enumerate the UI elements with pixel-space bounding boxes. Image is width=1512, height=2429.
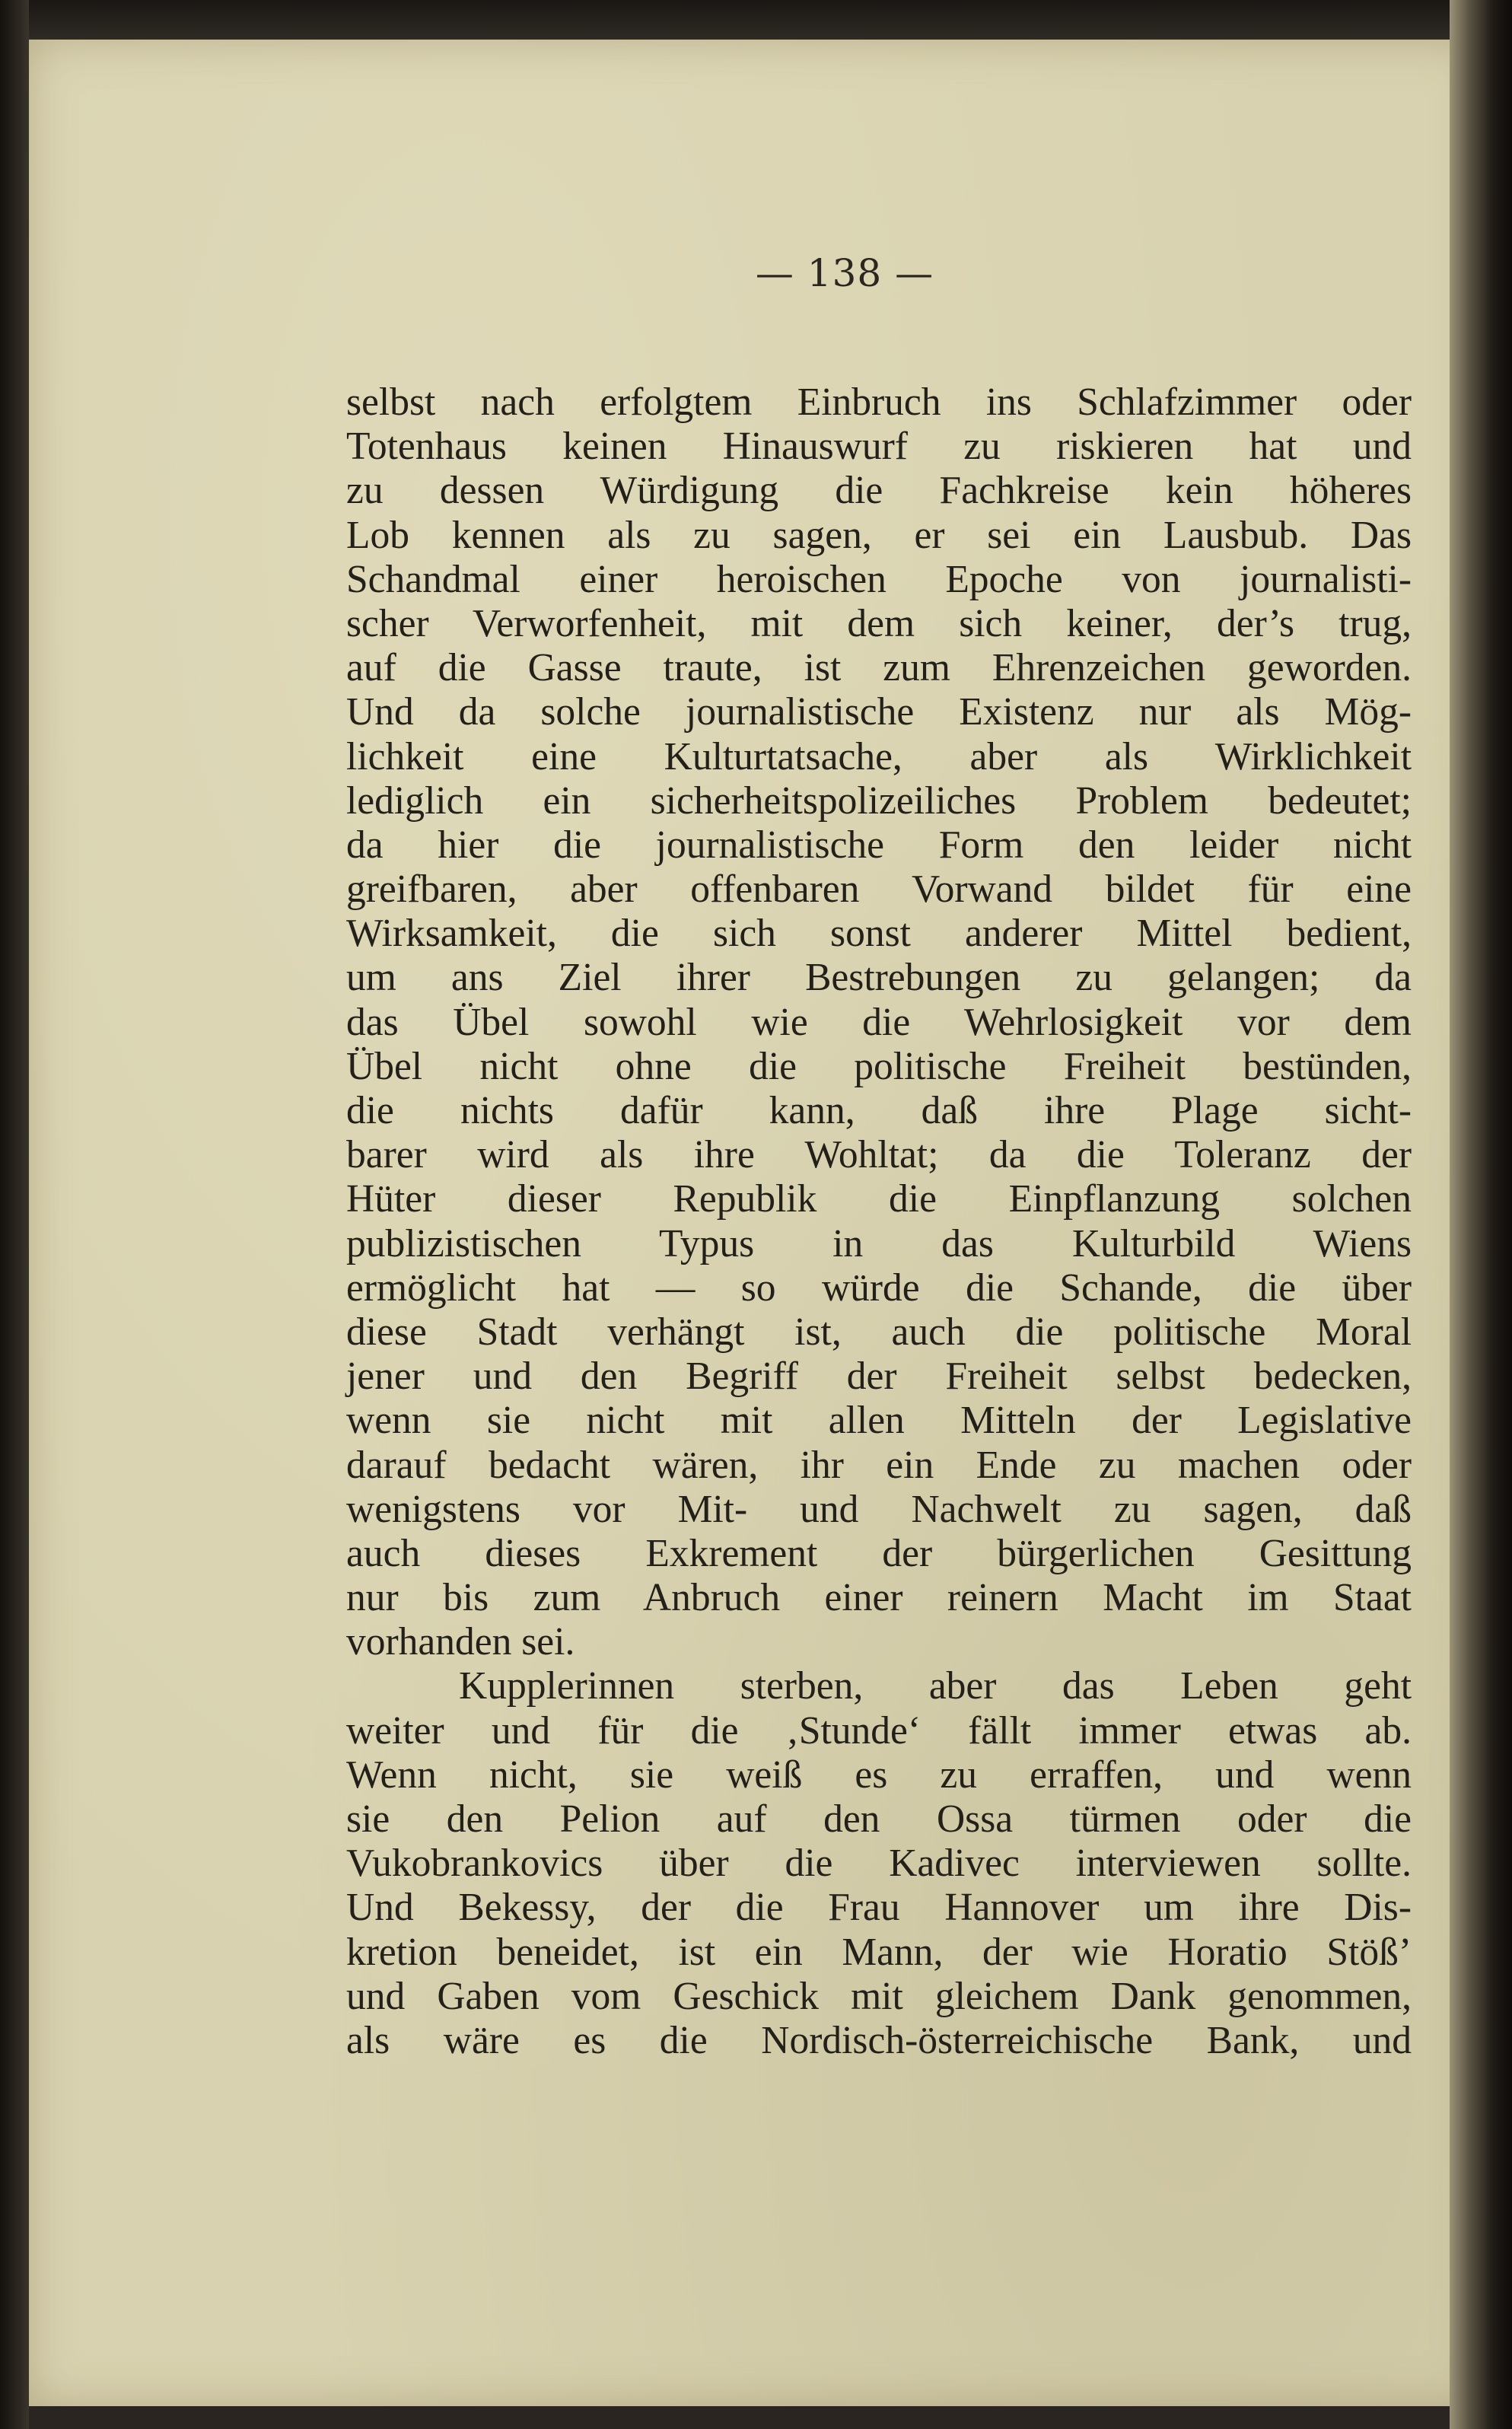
paragraph-end-line: vorhanden sei. (346, 1620, 575, 1664)
text-line: auf die Gasse traute, ist zum Ehrenzeichen geworden. (346, 646, 1412, 690)
paragraph-start-line: Kupplerinnen sterben, aber das Leben geht (459, 1664, 1412, 1708)
text-line: und Gaben vom Geschick mit gleichem Dank genommen, (346, 1974, 1412, 2018)
text-line: Hüter dieser Republik die Einpflanzung solchen (346, 1177, 1412, 1221)
book-spine-edge (1450, 0, 1512, 2429)
text-line: da hier die journalistische Form den leider nicht (346, 823, 1412, 867)
text-line: kretion beneidet, ist ein Mann, der wie Horatio Stöß’ (346, 1930, 1412, 1974)
text-line: darauf bedacht wären, ihr ein Ende zu machen oder (346, 1443, 1412, 1487)
scan-border-left (0, 0, 29, 2429)
text-line: zu dessen Würdigung die Fachkreise kein höheres (346, 469, 1412, 513)
text-line: scher Verworfenheit, mit dem sich keiner, der’s trug, (346, 601, 1412, 645)
text-line: Vukobrankovics über die Kadivec interviewen sollte. (346, 1842, 1412, 1886)
text-line: Und Bekessy, der die Frau Hannover um ihre Dis- (346, 1886, 1412, 1930)
text-line: diese Stadt verhängt ist, auch die politische Moral (346, 1310, 1412, 1354)
text-line: wenigstens vor Mit- und Nachwelt zu sagen, daß (346, 1487, 1412, 1531)
text-line: publizistischen Typus in das Kulturbild Wiens (346, 1221, 1412, 1265)
text-line: das Übel sowohl wie die Wehrlosigkeit vor dem (346, 1000, 1412, 1044)
text-line: lediglich ein sicherheitspolizeiliches Problem bedeutet; (346, 778, 1412, 823)
text-line: ermöglicht hat — so würde die Schande, die über (346, 1265, 1412, 1310)
text-line: nur bis zum Anbruch einer reinern Macht im Staat (346, 1576, 1412, 1620)
text-line: Totenhaus keinen Hinauswurf zu riskieren hat und (346, 425, 1412, 469)
text-line: wenn sie nicht mit allen Mitteln der Legislative (346, 1399, 1412, 1443)
text-line: die nichts dafür kann, daß ihre Plage sicht- (346, 1089, 1412, 1132)
text-line: Und da solche journalistische Existenz nur als Mög- (346, 690, 1412, 734)
text-line: sie den Pelion auf den Ossa türmen oder die (346, 1797, 1412, 1841)
text-line: Wenn nicht, sie weiß es zu erraffen, und wenn (346, 1753, 1412, 1797)
text-line: weiter und für die ‚Stunde‘ fällt immer etwas ab. (346, 1708, 1412, 1753)
text-line: als wäre es die Nordisch-österreichische Bank, und (346, 2018, 1412, 2062)
page-number: — 138 — (755, 251, 934, 295)
scan-border-top (0, 0, 1512, 40)
text-line: Übel nicht ohne die politische Freiheit bestünden, (346, 1044, 1412, 1088)
text-line: auch dieses Exkrement der bürgerlichen Gesittung (346, 1531, 1412, 1575)
text-line: barer wird als ihre Wohltat; da die Toleranz der (346, 1133, 1412, 1177)
text-line: lichkeit eine Kulturtatsache, aber als Wirklichkeit (346, 734, 1412, 778)
text-line: um ans Ziel ihrer Bestrebungen zu gelangen; da (346, 956, 1412, 1000)
text-line: Schandmal einer heroischen Epoche von journalisti- (346, 557, 1412, 601)
text-line: selbst nach erfolgtem Einbruch ins Schlafzimmer oder (346, 380, 1412, 424)
text-line: Lob kennen als zu sagen, er sei ein Lausbub. Das (346, 513, 1412, 557)
text-line: greifbaren, aber offenbaren Vorwand bildet für eine (346, 868, 1412, 912)
text-line: Wirksamkeit, die sich sonst anderer Mittel bedient, (346, 912, 1412, 956)
body-text (346, 380, 1412, 2063)
text-line: jener und den Begriff der Freiheit selbst bedecken, (346, 1355, 1412, 1399)
